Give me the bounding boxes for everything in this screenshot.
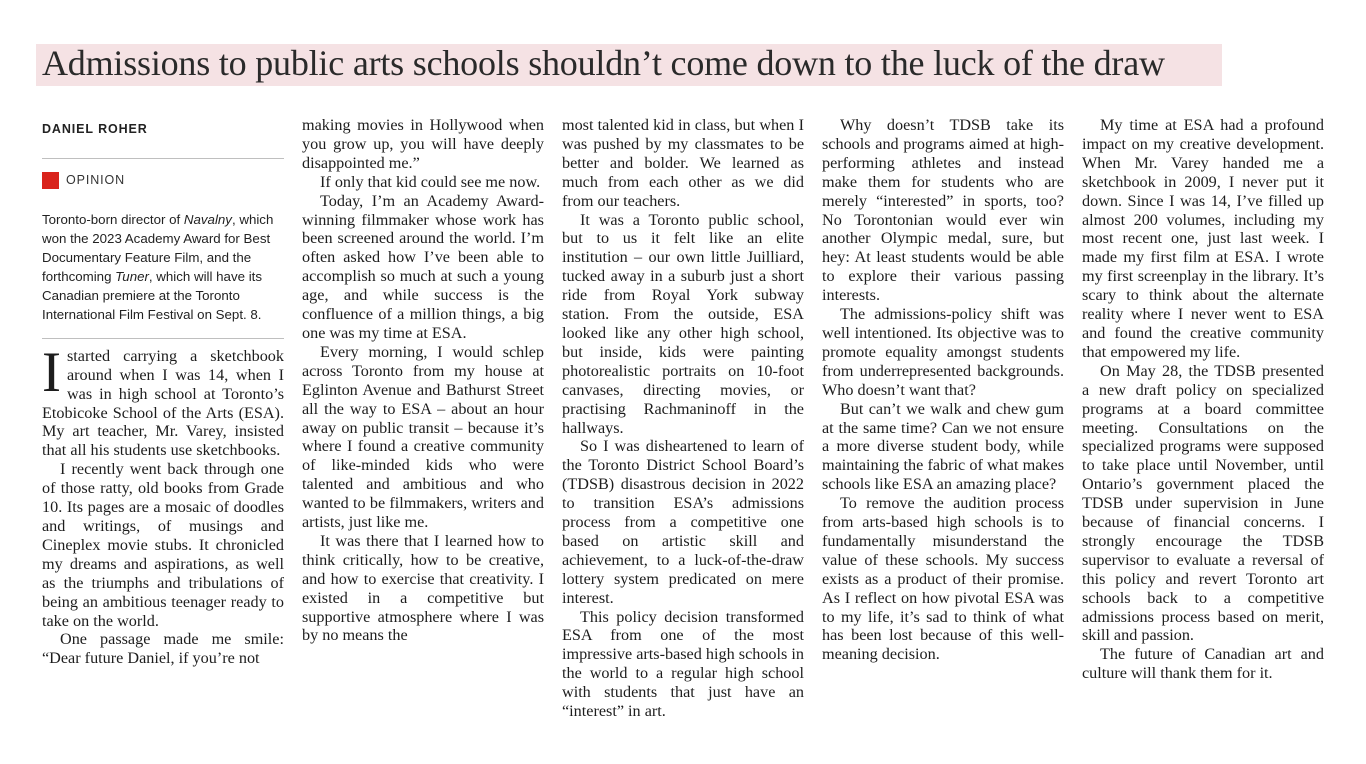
article-paragraph: One passage made me smile: “Dear future Daniel, if you’re not	[42, 630, 284, 668]
column-4	[822, 116, 1064, 664]
opinion-square-icon	[42, 172, 59, 189]
article-paragraph: Every morning, I would schlep across Toronto from my house at Eglinton Avenue and Bathurst Street all the way to ESA – about an hour away on public transit – because it’s where I found a creative community of like-minded kids who were talented and ambitious and who wanted to be filmmakers, writers and artists, just like me.	[302, 342, 544, 532]
divider	[42, 338, 284, 339]
article-paragraph: This policy decision transformed ESA from one of the most impressive arts-based high schools in the world to a regular high school with students that just have an “interest” in art.	[562, 607, 804, 721]
film-title: Tuner	[115, 268, 149, 284]
film-title: Navalny	[183, 211, 232, 227]
column-2	[302, 116, 544, 645]
section-tag-label: OPINION	[66, 172, 126, 187]
section-tag	[42, 171, 284, 190]
article-paragraph: It was a Toronto public school, but to us it felt like an elite institution – our own little Juilliard, tucked away in a suburb just a short ride from Royal York subway station. From the outside, ESA looked like any other high school, but inside, kids were painting photorealistic portraits on 10-foot canvases, directing movies, or practising Rachmaninoff in the hallways.	[562, 210, 804, 437]
article-paragraph: My time at ESA had a profound impact on my creative development. When Mr. Varey handed me a sketchbook in 2009, I never put it down. Since I was 14, I’ve filled up almost 200 volumes, including my most recent one, just last week. I made my first film at ESA. I wrote my first screenplay in the library. It’s scary to think about the alternate reality where I never went to ESA and found the creative community that empowered my life.	[1082, 116, 1324, 361]
article-paragraph: Why doesn’t TDSB take its schools and programs aimed at high-performing athletes and instead make them for students who are merely “interested” in sports, too? No Torontonian would ever win another Olympic medal, sure, but hey: At least students would be able to explore their various passing interests.	[822, 116, 1064, 305]
article-paragraph: So I was disheartened to learn of the Toronto District School Board’s (TDSB) disastrous decision in 2022 to transition ESA’s admissions process from a competitive one based on artistic skill and achievement, to a luck-of-the-draw lottery system predicated on mere interest.	[562, 437, 804, 607]
column-5	[1082, 116, 1324, 683]
drop-cap: I	[42, 340, 61, 404]
article-paragraph: On May 28, the TDSB presented a new draft policy on specialized programs at a board committee meeting. Consultations on the specialized programs were supposed to take place until November, until Ontario’s government placed the TDSB under supervision in June because of financial concerns. I strongly encourage the TDSB supervisor to evaluate a reversal of this policy and revert Toronto art schools back to a competitive admissions process based on merit, skill and passion.	[1082, 361, 1324, 645]
byline: DANIEL ROHER	[42, 122, 148, 136]
author-bio: Toronto-born director of Navalny, which won the 2023 Academy Award for Best Documentary Feature Film, and the forthcoming Tuner, which will have its Canadian premiere at the Toronto International Film Festival on Sept. 8.	[42, 211, 274, 322]
article-paragraph: The future of Canadian art and culture will thank them for it.	[1082, 645, 1324, 683]
article-paragraph: It was there that I learned how to think critically, how to be creative, and how to exercise that creativity. I existed in a competitive but supportive atmosphere where I was by no means the	[302, 531, 544, 645]
article-paragraph: making movies in Hollywood when you grow up, you will have deeply disappointed me.”	[302, 116, 544, 172]
column-3	[562, 116, 804, 721]
article-paragraph: Today, I’m an Academy Award-winning filmmaker whose work has been screened around the world. I’m often asked how I’ve been able to accomplish so much at such a young age, and while success is the confluence of a million things, a big one was my time at ESA.	[302, 191, 544, 342]
headline: Admissions to public arts schools shouldn’t come down to the luck of the draw	[42, 43, 1165, 83]
column-1	[42, 116, 284, 668]
article-paragraph: To remove the audition process from arts-based high schools is to fundamentally misunderstand the value of these schools. My success exists as a product of their promise. As I reflect on how pivotal ESA was to my life, it’s sad to think of what has been lost because of this well-meaning decision.	[822, 494, 1064, 664]
article-paragraph: If only that kid could see me now.	[320, 172, 541, 191]
article-paragraph: But can’t we walk and chew gum at the same time? Can we not ensure a more diverse student body, while maintaining the fabric of what makes schools like ESA an amazing place?	[822, 399, 1064, 494]
divider	[42, 158, 284, 159]
article-paragraph: The admissions-policy shift was well intentioned. Its objective was to promote equality amongst students from underrepresented backgrounds. Who doesn’t want that?	[822, 305, 1064, 399]
article-paragraph: most talented kid in class, but when I was pushed by my classmates to be better and bolder. We learned as much from each other as we did from our teachers.	[562, 116, 804, 210]
article-paragraph: I recently went back through one of those ratty, old books from Grade 10. Its pages are a mosaic of doodles and writings, of musings and Cineplex movie stubs. It chronicled my dreams and aspirations, as well as the triumphs and tribulations of being an ambitious teenager ready to take on the world.	[42, 460, 284, 630]
article-paragraph: Istarted carrying a sketchbook around when I was 14, when I was in high school at Toronto’s Etobicoke School of the Arts (ESA). My art teacher, Mr. Varey, insisted that all his students use sketchbooks.	[42, 340, 284, 460]
